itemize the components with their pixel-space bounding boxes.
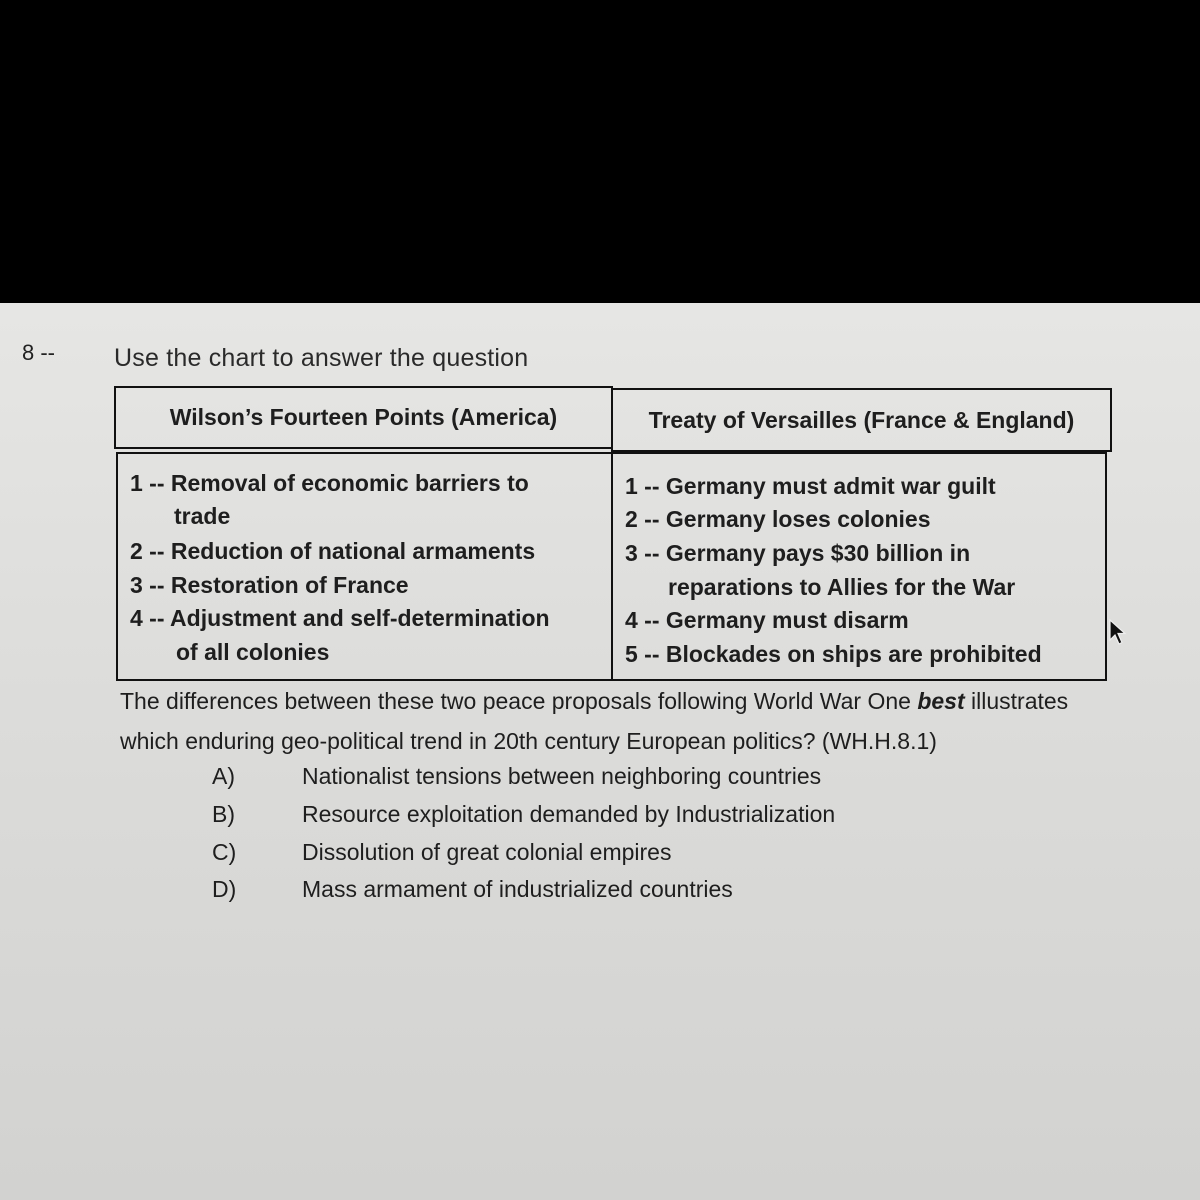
stem-text: illustrates (964, 688, 1069, 714)
question-stem-line-2: which enduring geo-political trend in 20th century European politics? (WH.H.8.1) (120, 728, 937, 754)
option-d-text[interactable]: Mass armament of industrialized countries (302, 876, 733, 902)
mouse-pointer-icon (1108, 618, 1128, 646)
table-header-versailles-label: Treaty of Versailles (France & England) (648, 406, 1075, 433)
versailles-term-line: reparations to Allies for the War (668, 574, 1016, 600)
wilson-point-line: of all colonies (176, 639, 330, 665)
question-stem-line-1 (120, 688, 1068, 715)
versailles-term-line: 2 -- Germany loses colonies (625, 506, 931, 532)
wilson-point-line: 1 -- Removal of economic barriers to (130, 470, 529, 496)
photo-black-border (0, 0, 1200, 303)
versailles-term-line: 1 -- Germany must admit war guilt (625, 473, 996, 499)
stem-text: The differences between these two peace proposals following World War One (120, 688, 918, 714)
wilson-point-line: trade (174, 503, 231, 529)
question-prompt: Use the chart to answer the question (114, 344, 529, 372)
stem-emphasis: best (917, 688, 965, 714)
wilson-point-line: 2 -- Reduction of national armaments (130, 538, 536, 564)
table-header-versailles (611, 388, 1112, 452)
option-a-letter[interactable]: A) (212, 763, 235, 789)
option-c-letter[interactable]: C) (212, 839, 237, 865)
option-d-letter[interactable]: D) (212, 876, 237, 902)
versailles-term-line: 4 -- Germany must disarm (625, 607, 909, 633)
wilson-point-line: 3 -- Restoration of France (130, 572, 409, 598)
option-c-text[interactable]: Dissolution of great colonial empires (302, 839, 672, 865)
table-header-wilson-label: Wilson’s Fourteen Points (America) (169, 404, 558, 430)
question-number: 8 -- (22, 340, 55, 365)
option-a-text[interactable]: Nationalist tensions between neighboring countries (302, 763, 822, 789)
option-b-letter[interactable]: B) (212, 801, 235, 827)
table-header-wilson (114, 386, 613, 449)
versailles-term-line: 5 -- Blockades on ships are prohibited (625, 641, 1042, 667)
wilson-point-line: 4 -- Adjustment and self-determination (130, 605, 550, 631)
option-b-text[interactable]: Resource exploitation demanded by Industrialization (302, 801, 836, 827)
versailles-term-line: 3 -- Germany pays $30 billion in (625, 540, 971, 566)
